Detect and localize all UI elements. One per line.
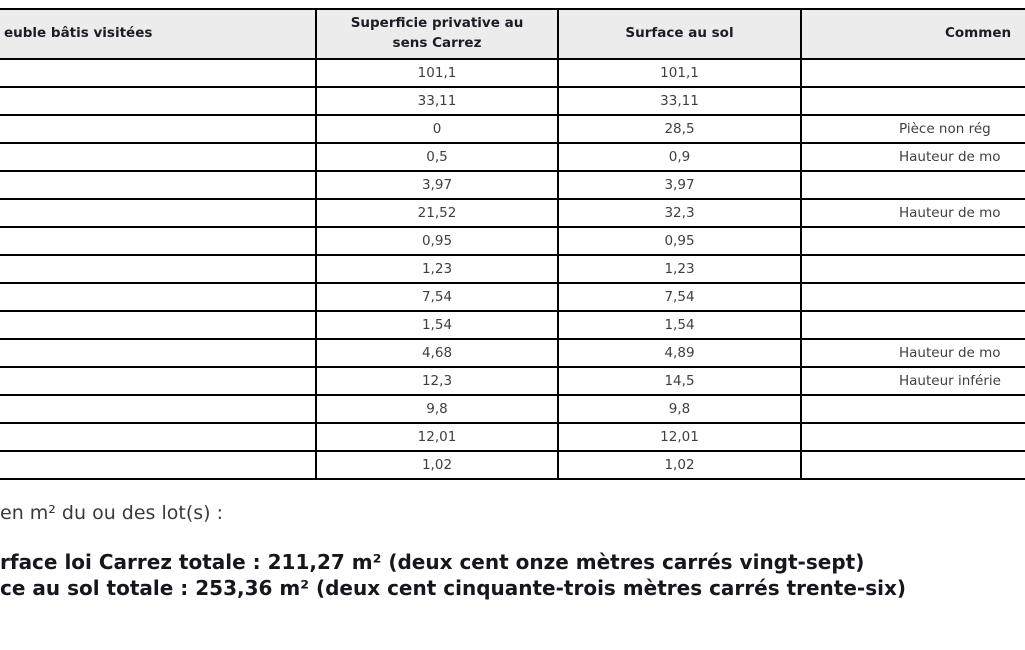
table-row [0, 367, 1025, 395]
cell-surface-sol: 0,95 [558, 227, 801, 255]
total-sol-line: ce au sol totale : 253,36 m² (deux cent cinquante-trois mètres carrés trente-six) [0, 576, 907, 600]
cell-commentaire: Hauteur inférie [801, 367, 1025, 395]
carrez-measurements-table [0, 8, 1025, 480]
column-header-parties-visitees: euble bâtis visitées [0, 9, 316, 59]
table-row [0, 451, 1025, 479]
cell-superficie-carrez: 7,54 [316, 283, 558, 311]
cell-partie [0, 171, 316, 199]
table-row [0, 395, 1025, 423]
cell-commentaire: Hauteur de mo [801, 143, 1025, 171]
table-row [0, 339, 1025, 367]
cell-commentaire [801, 451, 1025, 479]
table-row [0, 87, 1025, 115]
cell-surface-sol: 1,54 [558, 311, 801, 339]
cell-partie [0, 339, 316, 367]
cell-surface-sol: 33,11 [558, 87, 801, 115]
cell-surface-sol: 101,1 [558, 59, 801, 87]
table-row [0, 311, 1025, 339]
cell-superficie-carrez: 4,68 [316, 339, 558, 367]
cell-surface-sol: 32,3 [558, 199, 801, 227]
cell-surface-sol: 14,5 [558, 367, 801, 395]
cell-superficie-carrez: 3,97 [316, 171, 558, 199]
cell-surface-sol: 4,89 [558, 339, 801, 367]
cell-commentaire [801, 227, 1025, 255]
cell-commentaire [801, 171, 1025, 199]
cell-partie [0, 255, 316, 283]
cell-superficie-carrez: 0,5 [316, 143, 558, 171]
cell-commentaire [801, 311, 1025, 339]
cell-superficie-carrez: 1,23 [316, 255, 558, 283]
cell-commentaire [801, 59, 1025, 87]
lots-intro-line: en m² du ou des lot(s) : [0, 502, 223, 524]
cell-partie [0, 423, 316, 451]
table-row [0, 255, 1025, 283]
table-row [0, 143, 1025, 171]
cell-surface-sol: 3,97 [558, 171, 801, 199]
cell-superficie-carrez: 12,01 [316, 423, 558, 451]
header-carrez-line1: Superficie privative au [350, 15, 524, 32]
cell-superficie-carrez: 0 [316, 115, 558, 143]
column-header-surface-sol: Surface au sol [558, 9, 801, 59]
cell-commentaire [801, 395, 1025, 423]
cell-partie [0, 395, 316, 423]
cell-partie [0, 143, 316, 171]
column-header-commentaires: Commen [801, 9, 1025, 59]
cell-commentaire [801, 283, 1025, 311]
cell-commentaire: Hauteur de mo [801, 339, 1025, 367]
cell-commentaire [801, 87, 1025, 115]
cell-surface-sol: 12,01 [558, 423, 801, 451]
cell-surface-sol: 1,23 [558, 255, 801, 283]
cell-partie [0, 115, 316, 143]
cell-superficie-carrez: 21,52 [316, 199, 558, 227]
cell-partie [0, 283, 316, 311]
cell-superficie-carrez: 1,54 [316, 311, 558, 339]
table-row [0, 423, 1025, 451]
cell-superficie-carrez: 33,11 [316, 87, 558, 115]
table-row [0, 227, 1025, 255]
cell-surface-sol: 9,8 [558, 395, 801, 423]
cell-partie [0, 367, 316, 395]
cell-commentaire [801, 423, 1025, 451]
cell-superficie-carrez: 9,8 [316, 395, 558, 423]
cell-surface-sol: 28,5 [558, 115, 801, 143]
cell-partie [0, 87, 316, 115]
table-header-row [0, 9, 1025, 59]
cell-surface-sol: 1,02 [558, 451, 801, 479]
table-row [0, 59, 1025, 87]
total-carrez-line: rface loi Carrez totale : 211,27 m² (deux cent onze mètres carrés vingt-sept) [0, 550, 865, 574]
cell-superficie-carrez: 12,3 [316, 367, 558, 395]
cell-partie [0, 311, 316, 339]
cell-partie [0, 451, 316, 479]
cell-superficie-carrez: 101,1 [316, 59, 558, 87]
table-row [0, 199, 1025, 227]
header-carrez-line2: sens Carrez [392, 35, 482, 51]
cell-commentaire: Hauteur de mo [801, 199, 1025, 227]
cell-superficie-carrez: 1,02 [316, 451, 558, 479]
cell-surface-sol: 7,54 [558, 283, 801, 311]
totals-block [0, 549, 906, 601]
cell-partie [0, 59, 316, 87]
cell-partie [0, 199, 316, 227]
cell-commentaire: Pièce non rég [801, 115, 1025, 143]
table-row [0, 171, 1025, 199]
table-row [0, 115, 1025, 143]
table-row [0, 283, 1025, 311]
cell-surface-sol: 0,9 [558, 143, 801, 171]
column-header-superficie-carrez [316, 9, 558, 59]
cell-superficie-carrez: 0,95 [316, 227, 558, 255]
cell-commentaire [801, 255, 1025, 283]
cell-partie [0, 227, 316, 255]
